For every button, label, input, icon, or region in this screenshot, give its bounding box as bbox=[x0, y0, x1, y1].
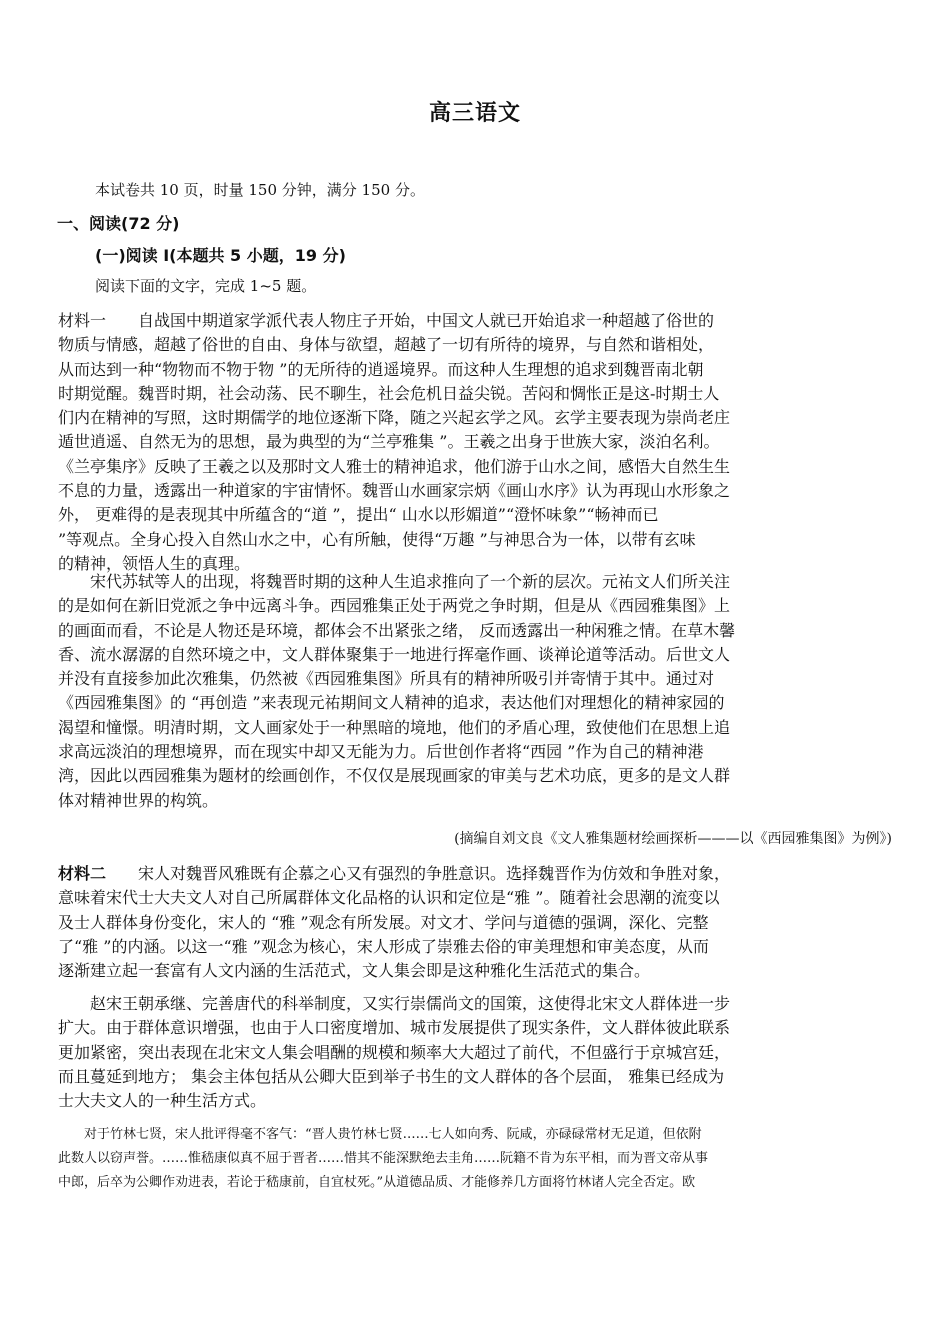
text-line: 遁世逍遥、自然无为的思想，最为典型的为“兰亭雅集 ”。王羲之出身于世族大家，淡泊名利。 bbox=[58, 432, 720, 452]
material-two-label: 材料二 bbox=[58, 864, 107, 883]
text-line: 而且蔓延到地方； 集会主体包括从公卿大臣到举子书生的文人群体的各个层面， 雅集已经成为 bbox=[58, 1066, 725, 1086]
text-line: 赵宋王朝承继、完善唐代的科举制度，又实行崇儒尚文的国策，这使得北宋文人群体进一步 bbox=[58, 994, 731, 1013]
text-line: 外， 更难得的是表现其中所蕴含的“道 ”，提出“ 山水以形媚道”“澄怀味象”“畅神而已 bbox=[58, 505, 659, 525]
text-line: 扩大。由于群体意识增强，也由于人口密度增加、城市发展提供了现实条件，文人群体彼此联系 bbox=[58, 1018, 731, 1038]
text-line: 体对精神世界的构筑。 bbox=[58, 790, 219, 810]
text-line: 时期觉醒。魏晋时期，社会动荡、民不聊生，社会危机日益尖锐。苦闷和惆怅正是这-时期士人 bbox=[58, 383, 720, 403]
text-line: 的精神，领悟人生的真理。 bbox=[58, 553, 251, 573]
text-line: 香、流水潺潺的自然环境之中，文人群体聚集于一地进行挥毫作画、谈禅论道等活动。后世文人 bbox=[58, 644, 731, 664]
source-citation: (摘编自刘文良《文人雅集题材绘画探析———以《西园雅集图》为例》) bbox=[454, 831, 892, 847]
text-line: 及士人群体身份变化，宋人的 “雅 ”观念有所发展。对文才、学问与道德的强调，深化、完整 bbox=[58, 912, 709, 932]
text-line: 《西园雅集图》的 “再创造 ”来表现元祐期间文人精神的追求，表达他们对理想化的精神家园的 bbox=[58, 693, 725, 713]
text-line: 逐渐建立起一套富有人文内涵的生活范式，文人集会即是这种雅化生活范式的集合。 bbox=[58, 961, 651, 981]
material-two-paragraph-2 bbox=[58, 992, 893, 1113]
text-line: 不息的力量，透露出一种道家的宇宙情怀。魏晋山水画家宗炳《画山水序》认为再现山水形象之 bbox=[58, 481, 731, 501]
instruction: 阅读下面的文字，完成 1~5 题。 bbox=[95, 277, 317, 295]
material-one-paragraph-1 bbox=[58, 309, 893, 576]
text-line: 了“雅 ”的内涵。以这一“雅 ”观念为核心，宋人形成了崇雅去俗的审美理想和审美态度，从而 bbox=[58, 936, 709, 956]
text-line: 士大夫文人的一种生活方式。 bbox=[58, 1091, 267, 1111]
text-line: 湾，因此以西园雅集为题材的绘画创作，不仅仅是展现画家的审美与艺术功底，更多的是文人群 bbox=[58, 766, 731, 786]
text-line: 此数人以窃声誉。……惟嵇康似真不屈于晋者……惜其不能深默绝去圭角……阮籍不肯为东平相，而为晋文帝从事 bbox=[58, 1151, 709, 1166]
text-line: 《兰亭集序》反映了王羲之以及那时文人雅士的精神追求，他们游于山水之间，感悟大自然生生 bbox=[58, 456, 731, 476]
text-line bbox=[58, 862, 893, 886]
text-line: 意味着宋代士大夫文人对自己所属群体文化品格的认识和定位是“雅 ”。随着社会思潮的流变以 bbox=[58, 888, 720, 908]
text-line: 的画面而看，不论是人物还是环境，都体会不出紧张之绪， 反而透露出一种闲雅之情。在草木馨 bbox=[58, 620, 736, 640]
text-line: 对于竹林七贤，宋人批评得毫不客气：“晋人贵竹林七贤……七人如向秀、阮咸，亦碌碌常材无足道，但依附 bbox=[58, 1127, 702, 1142]
text-line: 们内在精神的写照，这时期儒学的地位逐渐下降，随之兴起玄学之风。玄学主要表现为崇尚老庄 bbox=[58, 408, 731, 428]
material-one-paragraph-2 bbox=[58, 570, 893, 813]
text-line: 宋代苏轼等人的出现，将魏晋时期的这种人生追求推向了一个新的层次。元祐文人们所关注 bbox=[58, 572, 731, 591]
text-line: 的是如何在新旧党派之争中远离斗争。西园雅集正处于两党之争时期，但是从《西园雅集图》上 bbox=[58, 596, 731, 616]
exam-info: 本试卷共 10 页，时量 150 分钟，满分 150 分。 bbox=[95, 181, 425, 199]
subsection-heading: (一)阅读 Ⅰ(本题共 5 小题，19 分) bbox=[95, 246, 346, 265]
text-line: 材料一 自战国中期道家学派代表人物庄子开始，中国文人就已开始追求一种超越了俗世的 bbox=[58, 311, 715, 330]
section-heading: 一、阅读(72 分) bbox=[57, 214, 180, 233]
material-two-paragraph-1 bbox=[58, 862, 893, 983]
text-line: 求高远淡泊的理想境界，而在现实中却又无能为力。后世创作者将“西园 ”作为自己的精神港 bbox=[58, 742, 704, 762]
material-two-paragraph-3 bbox=[58, 1123, 893, 1195]
text-line-rest: 宋人对魏晋风雅既有企慕之心又有强烈的争胜意识。选择魏晋作为仿效和争胜对象， bbox=[106, 864, 731, 883]
text-line: 物质与情感，超越了俗世的自由、身体与欲望，超越了一切有所待的境界，与自然和谐相处， bbox=[58, 335, 715, 355]
text-line: ”等观点。全身心投入自然山水之中，心有所触，使得“万趣 ”与神思合为一体，以带有玄味 bbox=[58, 529, 696, 549]
text-line: 更加紧密，突出表现在北宋文人集会唱酬的规模和频率大大超过了前代，不但盛行于京城宫廷， bbox=[58, 1042, 731, 1062]
text-line: 中郎，后卒为公卿作劝进表，若论于嵇康前，自宜杖死。”从道德品质、才能修养几方面将竹林诸人完全否定。欧 bbox=[58, 1175, 696, 1190]
text-line: 渴望和憧憬。明清时期，文人画家处于一种黑暗的境地，他们的矛盾心理，致使他们在思想上追 bbox=[58, 717, 731, 737]
text-line: 从而达到一种“物物而不物于物 ”的无所待的逍遥境界。而这种人生理想的追求到魏晋南北朝 bbox=[58, 359, 704, 379]
page-title: 高三语文 bbox=[428, 101, 521, 126]
text-line: 并没有直接参加此次雅集，仍然被《西园雅集图》所具有的精神所吸引并寄情于其中。通过对 bbox=[58, 669, 715, 689]
